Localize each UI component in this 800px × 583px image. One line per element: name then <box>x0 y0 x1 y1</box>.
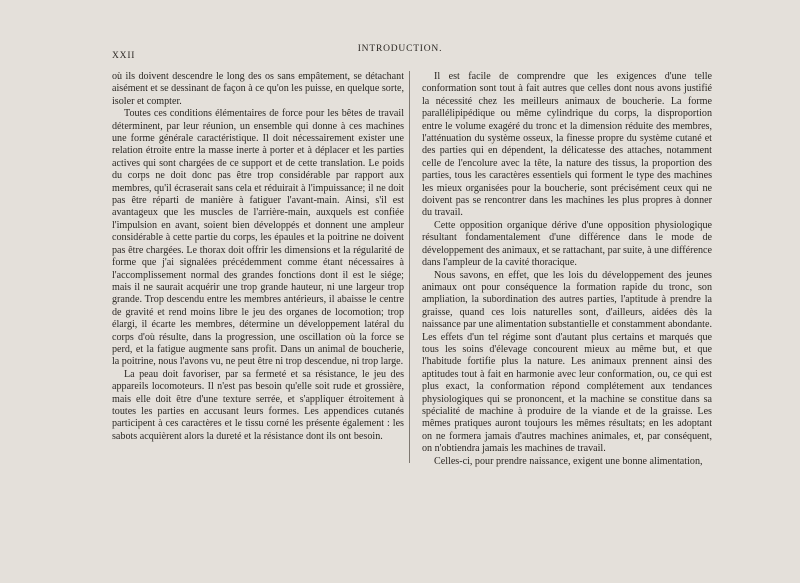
column-divider <box>409 71 410 463</box>
paragraph: La peau doit favoriser, par sa fermeté et sa résistance, le jeu des appareils locomoteurs. Il n'est pas besoin qu'elle soit rude et grossière, mais elle doit être d'une texture serrée, et s'appliquer étroitement à toutes les parties en accusant leurs formes. Les appendices cutanés participent à ces caractères et le tissu corné les présente également : les sabots acquièrent alors la dureté et la résistance dont ils ont besoin. <box>112 368 404 442</box>
running-title: INTRODUCTION. <box>357 44 443 54</box>
paragraph: Il est facile de comprendre que les exigences d'une telle conformation sont tout à fait autres que celles dont nous avons justifié la nécessité chez les meilleurs animaux de boucherie. La forme parallélipipédique ou même cylindrique du corps, la disproportion entre le volume exagéré du tronc et la dimension réduite des membres, l'atténuation du système osseux, la finesse propre du système cutané et des parties qui en dépendent, la délicatesse des attaches, notamment celle de l'encolure avec la tête, la nature des tissus, la proportion des parties, tous les caractères essentiels qui forment le type des machines les mieux organisées pour la boucherie, sont précisément ceux qui ne doivent pas se rencontrer dans les machines les plus propres à donner du travail. <box>422 71 712 219</box>
paragraph: Nous savons, en effet, que les lois du développement des jeunes animaux ont pour conséquence la formation rapide du tronc, son ampliation, la subordination des autres parties, l'aptitude à prendre la graisse, quand ces lois naturelles sont, d'ailleurs, aidées dès la naissance par une alimentation substantielle et constamment abondante. Les effets d'un tel régime sont d'autant plus certains et marqués que tous les soins d'élevage concourent mieux au même but, et que l'habitude fortifie plus la nature. Les animaux prennent ainsi des aptitudes tout à fait en harmonie avec leur conformation, ou, ce qui est plus exact, la conformation répond complétement aux tendances physiologiques qui se prononcent, et la machine se constitue dans sa spécialité de machine à produire de la viande et de la graisse. Les mêmes pratiques auront toujours les mêmes résultats; en les adoptant on ne formera jamais d'autres machines animales, et, par conséquent, on n'obtiendra jamais les machines de travail. <box>422 269 712 455</box>
left-column <box>112 71 404 443</box>
page-number: XXII <box>112 51 136 61</box>
paragraph: Celles-ci, pour prendre naissance, exigent une bonne alimentation, <box>434 455 703 467</box>
paragraph: où ils doivent descendre le long des os sans empâtement, se détachant aisément et se dessinant de façon à ce qu'on les puisse, en quelque sorte, isoler et compter. <box>112 71 404 107</box>
paragraph: Toutes ces conditions élémentaires de force pour les bêtes de travail déterminent, par leur réunion, un ensemble qui donne à ces machines une forme générale caractéristique. Il doit nécessairement exister une relation étroite entre la masse inerte à porter et à déplacer et les parties actives qui sont chargées de ce support et de cette translation. Le poids du corps ne doit donc pas être trop considérable par rapport aux membres, qu'il écraserait sans cela et réduirait à l'impuissance; il ne doit pas être réparti de manière à fatiguer l'avant-main. Ainsi, s'il est avantageux que les muscles de l'arrière-main, auxquels est confiée l'impulsion en avant, soient bien développés et donnent une ampleur considérable à cette partie du corps, les épaules et la poitrine ne doivent pas être chargées. Le thorax doit offrir les dimensions et la régularité de forme que j'ai signalées précédemment comme étant nécessaires à l'accomplissement normal des grandes fonctions dont il est le siége; mais il ne saurait acquérir une trop grande hauteur, ni une largeur trop grande. Trop descendu entre les membres antérieurs, il abaisse le centre de gravité et rend moins libre le jeu des organes de locomotion; trop élargi, il écarte les membres, détermine un développement latéral du corps d'où résulte, dans la progression, une oscillation où la force se perd, et la fatigue augmente sans profit. Dans un animal de boucherie, la poitrine, nous l'avons vu, ne peut être ni trop descendue, ni trop large. <box>112 108 404 368</box>
paragraph: Cette opposition organique dérive d'une opposition physiologique résultant fondamentalement d'une différence dans le mode de développement des animaux, et se rattachant, par suite, à une différence dans l'ampleur de la cavité thoracique. <box>422 219 712 269</box>
right-column <box>422 71 712 468</box>
